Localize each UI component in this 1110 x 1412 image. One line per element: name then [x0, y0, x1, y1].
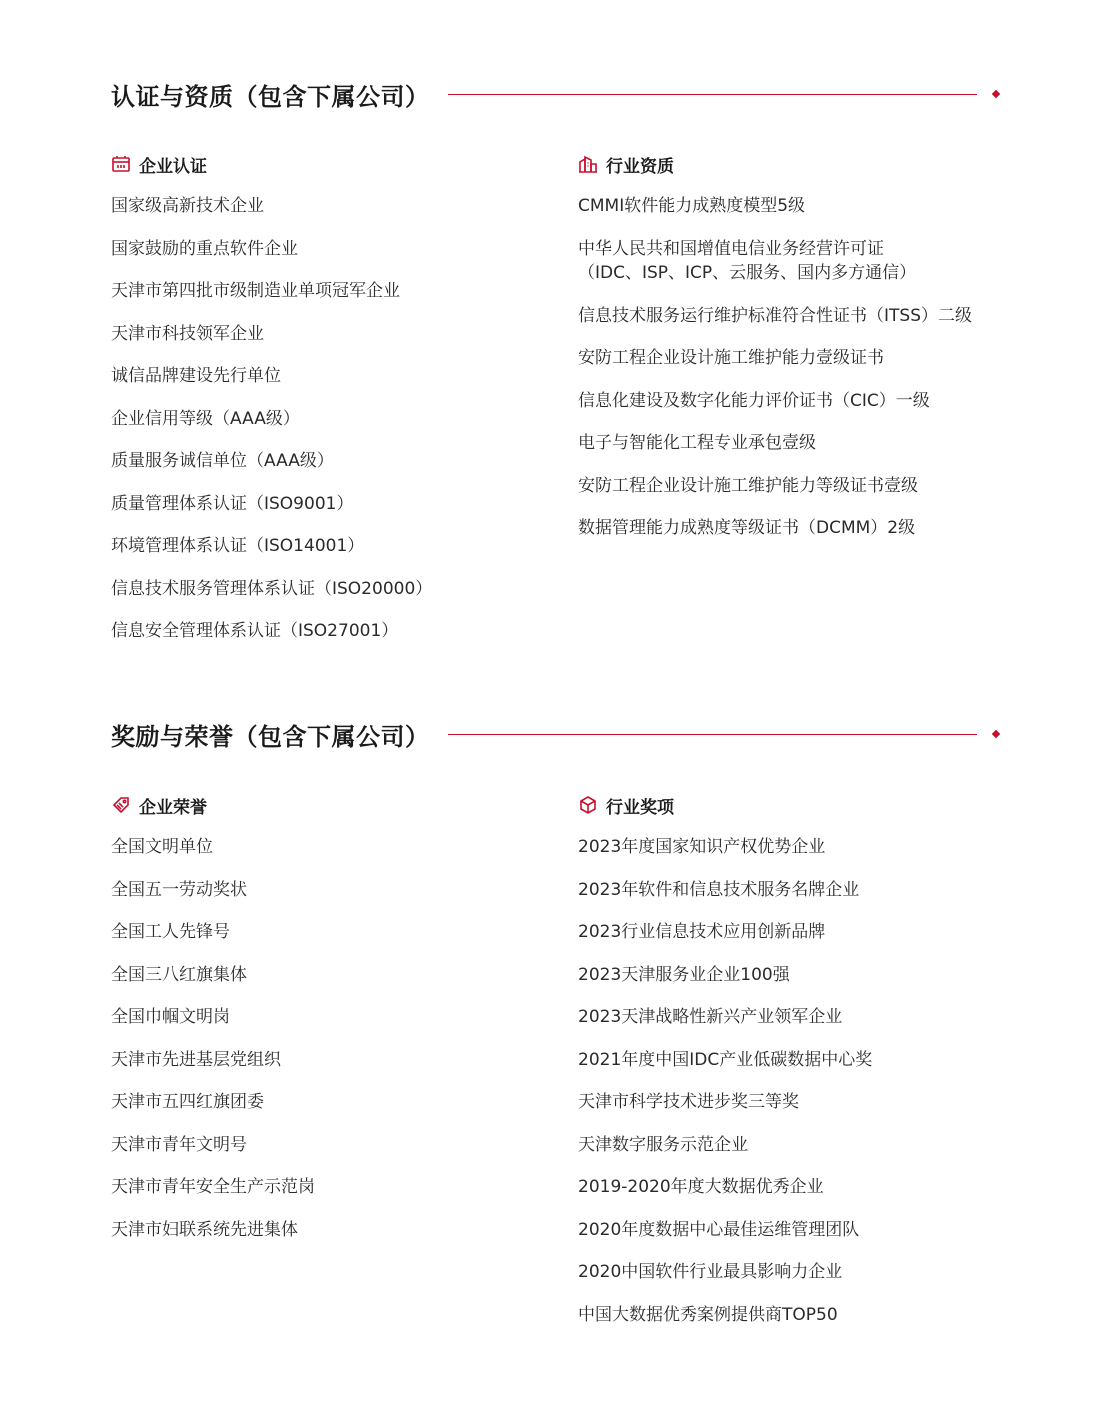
list-item: 全国五一劳动奖状 — [111, 879, 247, 900]
column-header — [111, 152, 551, 176]
list-item: 安防工程企业设计施工维护能力等级证书壹级 — [578, 475, 918, 496]
awards-list — [578, 835, 1018, 1327]
section-title: 认证与资质（包含下属公司） — [111, 82, 430, 111]
list-item: 信息化建设及数字化能力评价证书（CIC）一级 — [578, 390, 930, 411]
building-icon — [111, 154, 131, 174]
list-item: 质量服务诚信单位（AAA级） — [111, 451, 334, 471]
column-header — [111, 793, 551, 817]
certification-list — [111, 194, 551, 644]
industry-awards-column — [578, 793, 1018, 1345]
list-item: 天津市青年文明号 — [111, 1134, 247, 1155]
list-item: 信息技术服务运行维护标准符合性证书（ITSS）二级 — [578, 305, 972, 326]
section-title: 奖励与荣誉（包含下属公司） — [111, 722, 430, 751]
list-item: CMMI软件能力成熟度模型5级 — [578, 196, 806, 216]
divider-line — [448, 94, 978, 95]
enterprise-certification-column — [111, 152, 551, 662]
cube-icon — [578, 795, 598, 815]
list-item: 企业信用等级（AAA级） — [111, 408, 300, 429]
column-title: 行业资质 — [606, 156, 674, 177]
list-item: 国家级高新技术企业 — [111, 196, 264, 216]
list-item: 天津市妇联系统先进集体 — [111, 1219, 298, 1240]
list-item: 信息技术服务管理体系认证（ISO20000） — [111, 578, 433, 599]
list-item-line: 中华人民共和国增值电信业务经营许可证 — [578, 238, 884, 259]
list-item: 数据管理能力成熟度等级证书（DCMM）2级 — [578, 518, 916, 538]
list-item: 全国文明单位 — [111, 837, 213, 857]
diamond-icon — [992, 90, 1000, 98]
list-item — [578, 237, 1018, 286]
section-header — [111, 74, 1001, 114]
section-header — [111, 714, 1001, 754]
list-item: 2019-2020年度大数据优秀企业 — [578, 1177, 824, 1197]
list-item: 诚信品牌建设先行单位 — [111, 366, 281, 386]
list-item: 2023天津战略性新兴产业领军企业 — [578, 1007, 843, 1027]
list-item: 天津市先进基层党组织 — [111, 1049, 281, 1070]
list-item: 环境管理体系认证（ISO14001） — [111, 536, 365, 556]
column-title: 企业荣誉 — [139, 797, 207, 818]
list-item-line: （IDC、ISP、ICP、云服务、国内多方通信） — [578, 263, 917, 283]
list-item: 天津市科技领军企业 — [111, 323, 264, 344]
list-item: 全国工人先锋号 — [111, 922, 230, 942]
list-item: 2023年度国家知识产权优势企业 — [578, 837, 826, 857]
industry-qualification-column — [578, 152, 1018, 559]
list-item: 安防工程企业设计施工维护能力壹级证书 — [578, 348, 884, 368]
list-item: 天津市青年安全生产示范岗 — [111, 1177, 315, 1197]
honors-list — [111, 835, 551, 1242]
list-item: 电子与智能化工程专业承包壹级 — [578, 433, 816, 453]
list-item: 2021年度中国IDC产业低碳数据中心奖 — [578, 1049, 873, 1070]
list-item: 2023行业信息技术应用创新品牌 — [578, 922, 826, 942]
qualification-list — [578, 194, 1018, 541]
list-item: 全国三八红旗集体 — [111, 964, 247, 985]
factory-icon — [578, 154, 598, 174]
list-item: 2020年度数据中心最佳运维管理团队 — [578, 1219, 860, 1240]
list-item: 国家鼓励的重点软件企业 — [111, 238, 298, 259]
list-item: 天津数字服务示范企业 — [578, 1134, 748, 1155]
list-item: 2020中国软件行业最具影响力企业 — [578, 1262, 843, 1282]
diamond-icon — [992, 730, 1000, 738]
column-title: 企业认证 — [139, 156, 207, 177]
list-item: 天津市第四批市级制造业单项冠军企业 — [111, 281, 400, 301]
list-item: 质量管理体系认证（ISO9001） — [111, 493, 354, 514]
list-item: 信息安全管理体系认证（ISO27001） — [111, 621, 399, 641]
column-header — [578, 152, 1018, 176]
list-item: 中国大数据优秀案例提供商TOP50 — [578, 1304, 838, 1325]
list-item: 2023年软件和信息技术服务名牌企业 — [578, 879, 860, 900]
column-header — [578, 793, 1018, 817]
list-item: 全国巾帼文明岗 — [111, 1007, 230, 1027]
list-item: 天津市五四红旗团委 — [111, 1092, 264, 1112]
enterprise-honors-column — [111, 793, 551, 1260]
divider-line — [448, 734, 978, 735]
tag-icon — [111, 795, 131, 815]
list-item: 2023天津服务业企业100强 — [578, 964, 790, 985]
list-item: 天津市科学技术进步奖三等奖 — [578, 1092, 799, 1112]
column-title: 行业奖项 — [606, 797, 674, 818]
